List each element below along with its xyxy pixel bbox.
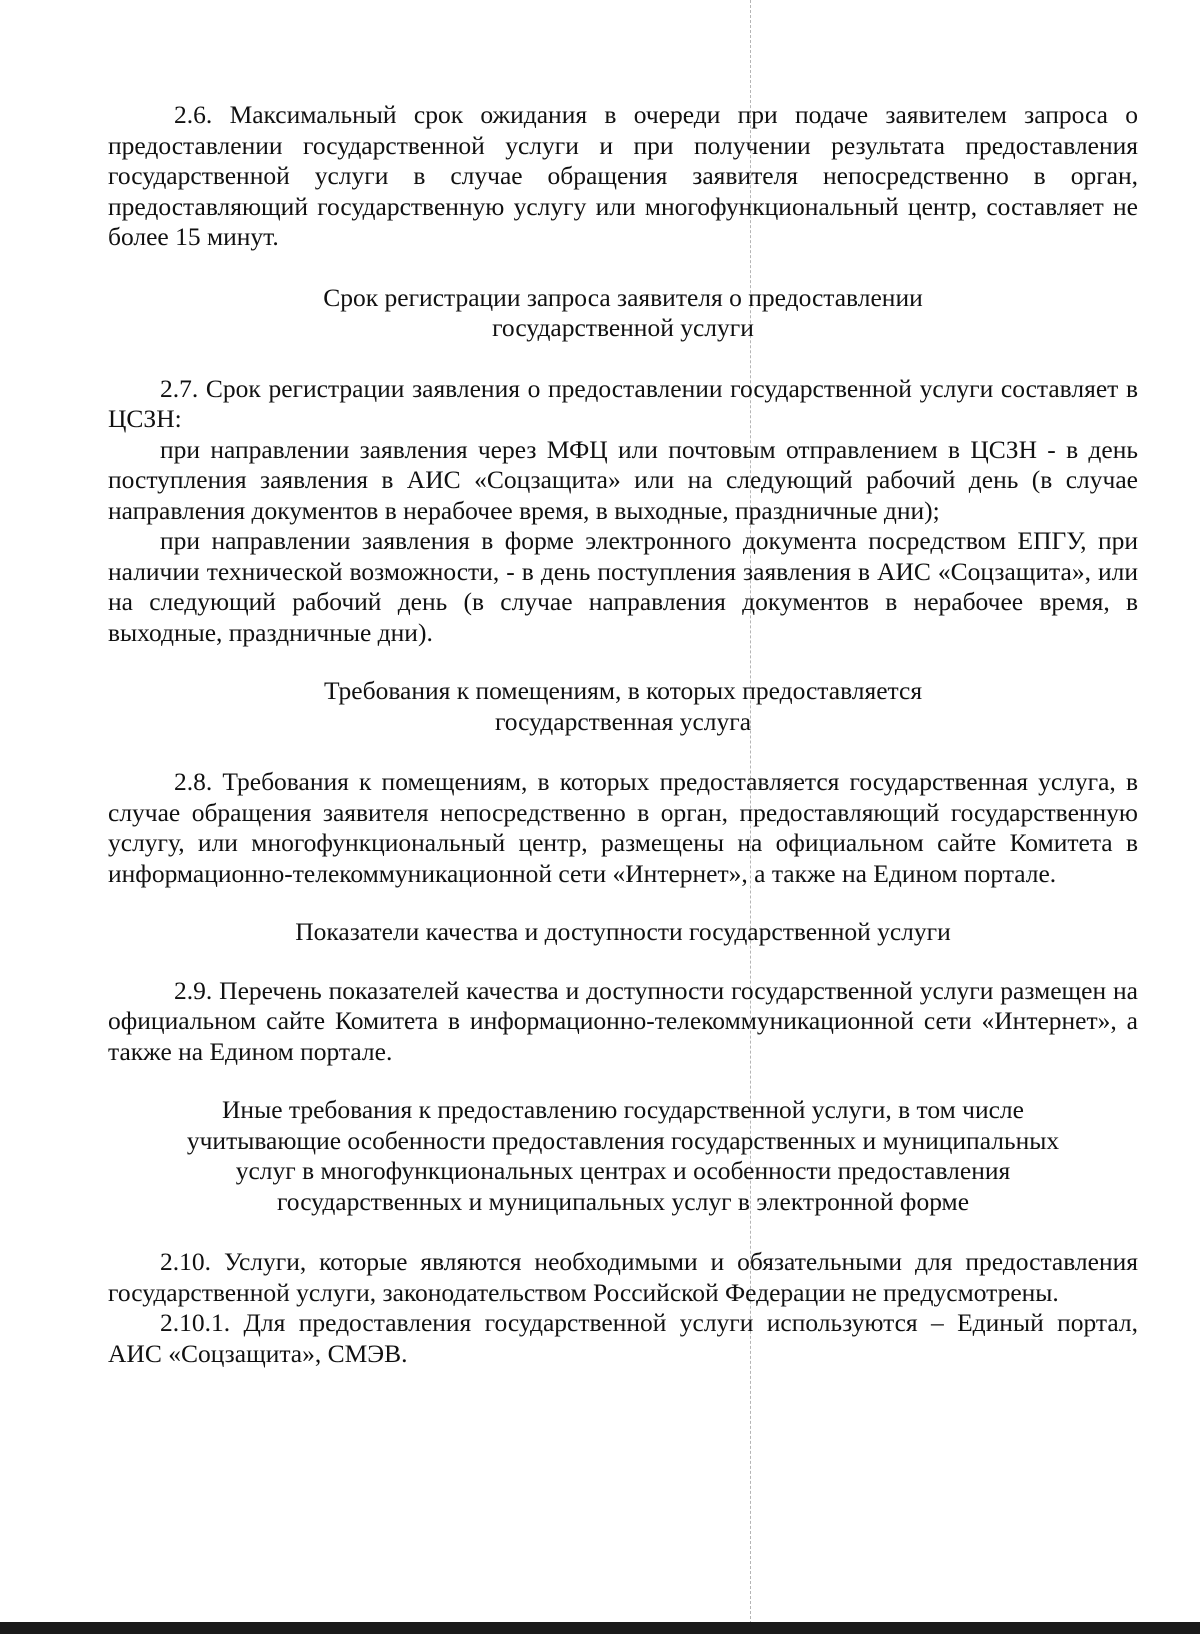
heading-other-requirements-line-2: учитывающие особенности предоставления государственных и муниципальных xyxy=(186,1125,1060,1155)
paragraph-2-7-epgu: при направлении заявления в форме электронного документа посредством ЕПГУ, при наличии технической возможности, - в день поступления заявления в АИС «Соцзащита», или на следующий рабочий день (в случае направления документов в нерабочее время, в выходные, праздничные дни). xyxy=(108,526,1138,647)
heading-other-requirements-line-3: услуг в многофункциональных центрах и особенности предоставления xyxy=(235,1156,1011,1185)
paragraph-2-10: 2.10. Услуги, которые являются необходимыми и обязательными для предоставления государственной услуги, законодательством Российской Федерации не предусмотрены. xyxy=(108,1247,1138,1307)
paragraph-2-6: 2.6. Максимальный срок ожидания в очереди при подаче заявителем запроса о предоставлении государственной услуги и при получении результата предоставления государственной услуги в случае обращения заявителя непосредственно в орган, предоставляющий государственную услугу или многофункциональный центр, составляет не более 15 минут. xyxy=(108,100,1138,251)
document-body xyxy=(108,100,1138,1369)
heading-quality: Показатели качества и доступности государственной услуги xyxy=(295,917,951,946)
heading-registration-line-1: Срок регистрации запроса заявителя о предоставлении xyxy=(323,282,923,312)
heading-other-requirements-line-1: Иные требования к предоставлению государственной услуги, в том числе xyxy=(222,1095,1024,1124)
heading-premises-line-2: государственная услуга xyxy=(494,706,752,736)
paragraph-2-7: 2.7. Срок регистрации заявления о предоставлении государственной услуги составляет в ЦСЗН: xyxy=(108,373,1138,433)
heading-registration-line-2: государственной услуги xyxy=(492,313,754,342)
paragraph-2-9: 2.9. Перечень показателей качества и доступности государственной услуги размещен на официальном сайте Комитета в информационно-телекоммуникационной сети «Интернет», а также на Едином портале. xyxy=(108,975,1138,1066)
heading-other-requirements-line-4: государственных и муниципальных услуг в электронной форме xyxy=(276,1186,970,1216)
paragraph-2-8: 2.8. Требования к помещениям, в которых предоставляется государственная услуга, в случае обращения заявителя непосредственно в орган, предоставляющий государственную услугу, или многофункциональный центр, размещены на официальном сайте Комитета в информационно-телекоммуникационной сети «Интернет», а также на Едином портале. xyxy=(108,767,1138,888)
paragraph-2-7-mfc: при направлении заявления через МФЦ или почтовым отправлением в ЦСЗН - в день поступления заявления в АИС «Соцзащита» или на следующий рабочий день (в случае направления документов в нерабочее время, в выходные, праздничные дни); xyxy=(108,434,1138,525)
scan-bottom-edge xyxy=(0,1622,1200,1634)
heading-premises-line-1: Требования к помещениям, в которых предоставляется xyxy=(323,676,923,705)
paragraph-2-10-1: 2.10.1. Для предоставления государственной услуги используются – Единый портал, АИС «Соцзащита», СМЭВ. xyxy=(108,1308,1138,1368)
